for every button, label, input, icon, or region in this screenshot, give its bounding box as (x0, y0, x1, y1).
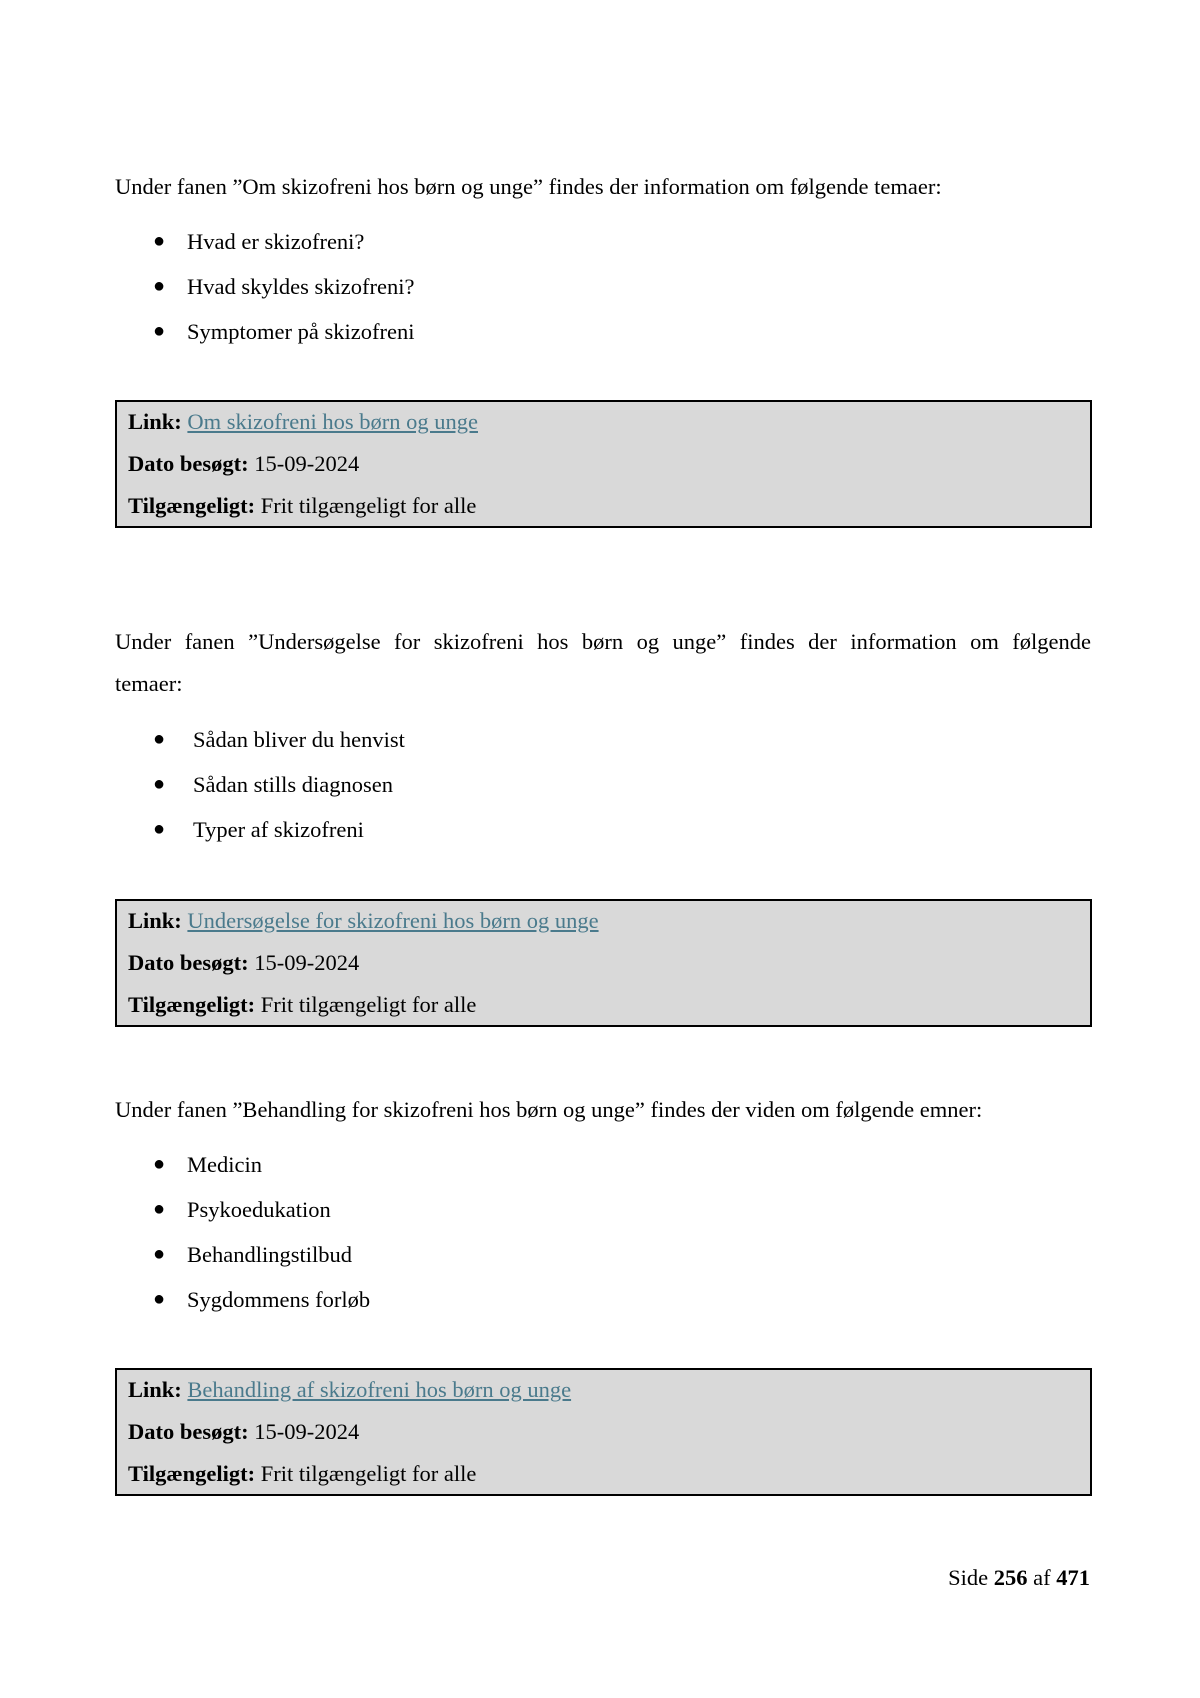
link-label: Link: (128, 908, 182, 933)
access-row (128, 486, 476, 526)
access-label: Tilgængeligt: (128, 992, 256, 1017)
link-row (128, 901, 599, 941)
current-page: 256 (993, 1565, 1028, 1590)
section-3-intro: Under fanen ”Behandling for skizofreni hos børn og unge” findes der viden om følgende emner: (115, 1097, 983, 1122)
date-label: Dato besøgt: (128, 451, 249, 476)
date-label: Dato besøgt: (128, 1419, 249, 1444)
date-row (128, 1412, 359, 1452)
access-label: Tilgængeligt: (128, 1461, 256, 1486)
document-page: Under fanen ”Om skizofreni hos børn og unge” findes der information om følgende temaer: ● Hvad er skizofreni? ● Hvad skyldes skizofreni? ● Symptomer på skizofreni Link: Om skizofreni hos børn og unge Dato besøgt: 15-09-2024 Tilgængeligt: Frit tilgængeligt for alle Under fanen ”Undersøgelse for skizofreni hos børn og unge” findes der information om følgende temaer: ● Sådan bliver du henvist ● Sådan stills diagnosen ● Typer af skizofreni Link: Undersøgelse for skizofreni hos børn og unge Dato besøgt: 15-09-2024 Tilgængeligt: Frit tilgængeligt for alle Under fanen ”Behandling for skizofreni hos børn og unge” findes der viden om følgende emner: ● Medicin ● Psykoedukation ● Behandlingstilbud ● Sygdommens forløb Link: Behandling af skizofreni hos børn og unge Dato besøgt: 15-09-2024 Tilgængeligt: Frit tilgængeligt for alle Side 256 af 471 (0, 0, 1200, 1698)
bullet-icon: ● (153, 773, 166, 795)
source-link[interactable]: Behandling af skizofreni hos børn og unge (187, 1377, 572, 1402)
bullet-icon: ● (153, 275, 166, 297)
access-row (128, 1454, 476, 1494)
page-separator: af (1033, 1565, 1051, 1590)
access-value: Frit tilgængeligt for alle (260, 493, 477, 518)
bullet-icon: ● (153, 1198, 166, 1220)
source-info-box-1 (115, 400, 1092, 528)
bullet-icon: ● (153, 728, 166, 750)
date-value: 15-09-2024 (254, 1419, 360, 1444)
bullet-icon: ● (153, 1243, 166, 1265)
access-value: Frit tilgængeligt for alle (260, 1461, 477, 1486)
section-1-intro: Under fanen ”Om skizofreni hos børn og unge” findes der information om følgende temaer: (115, 174, 942, 199)
access-value: Frit tilgængeligt for alle (260, 992, 477, 1017)
date-row (128, 943, 359, 983)
date-label: Dato besøgt: (128, 950, 249, 975)
section-2-intro-line-2: temaer: (115, 671, 183, 696)
page-prefix: Side (948, 1565, 989, 1590)
bullet-icon: ● (153, 1153, 166, 1175)
source-info-box-3 (115, 1368, 1092, 1496)
date-value: 15-09-2024 (254, 451, 360, 476)
date-value: 15-09-2024 (254, 950, 360, 975)
bullet-icon: ● (153, 1288, 166, 1310)
date-row (128, 444, 359, 484)
link-row (128, 402, 478, 442)
source-info-box-2 (115, 899, 1092, 1027)
source-link[interactable]: Om skizofreni hos børn og unge (187, 409, 478, 434)
total-pages: 471 (1056, 1565, 1090, 1590)
link-label: Link: (128, 409, 182, 434)
link-label: Link: (128, 1377, 182, 1402)
bullet-icon: ● (153, 818, 166, 840)
link-row (128, 1370, 571, 1410)
page-number (948, 1558, 1090, 1598)
section-2-intro-line-1: Under fanen ”Undersøgelse for skizofreni hos børn og unge” findes der information om følgende (115, 629, 1091, 654)
bullet-icon: ● (153, 230, 166, 252)
source-link[interactable]: Undersøgelse for skizofreni hos børn og unge (187, 908, 599, 933)
bullet-icon: ● (153, 320, 166, 342)
access-row (128, 985, 476, 1025)
access-label: Tilgængeligt: (128, 493, 256, 518)
